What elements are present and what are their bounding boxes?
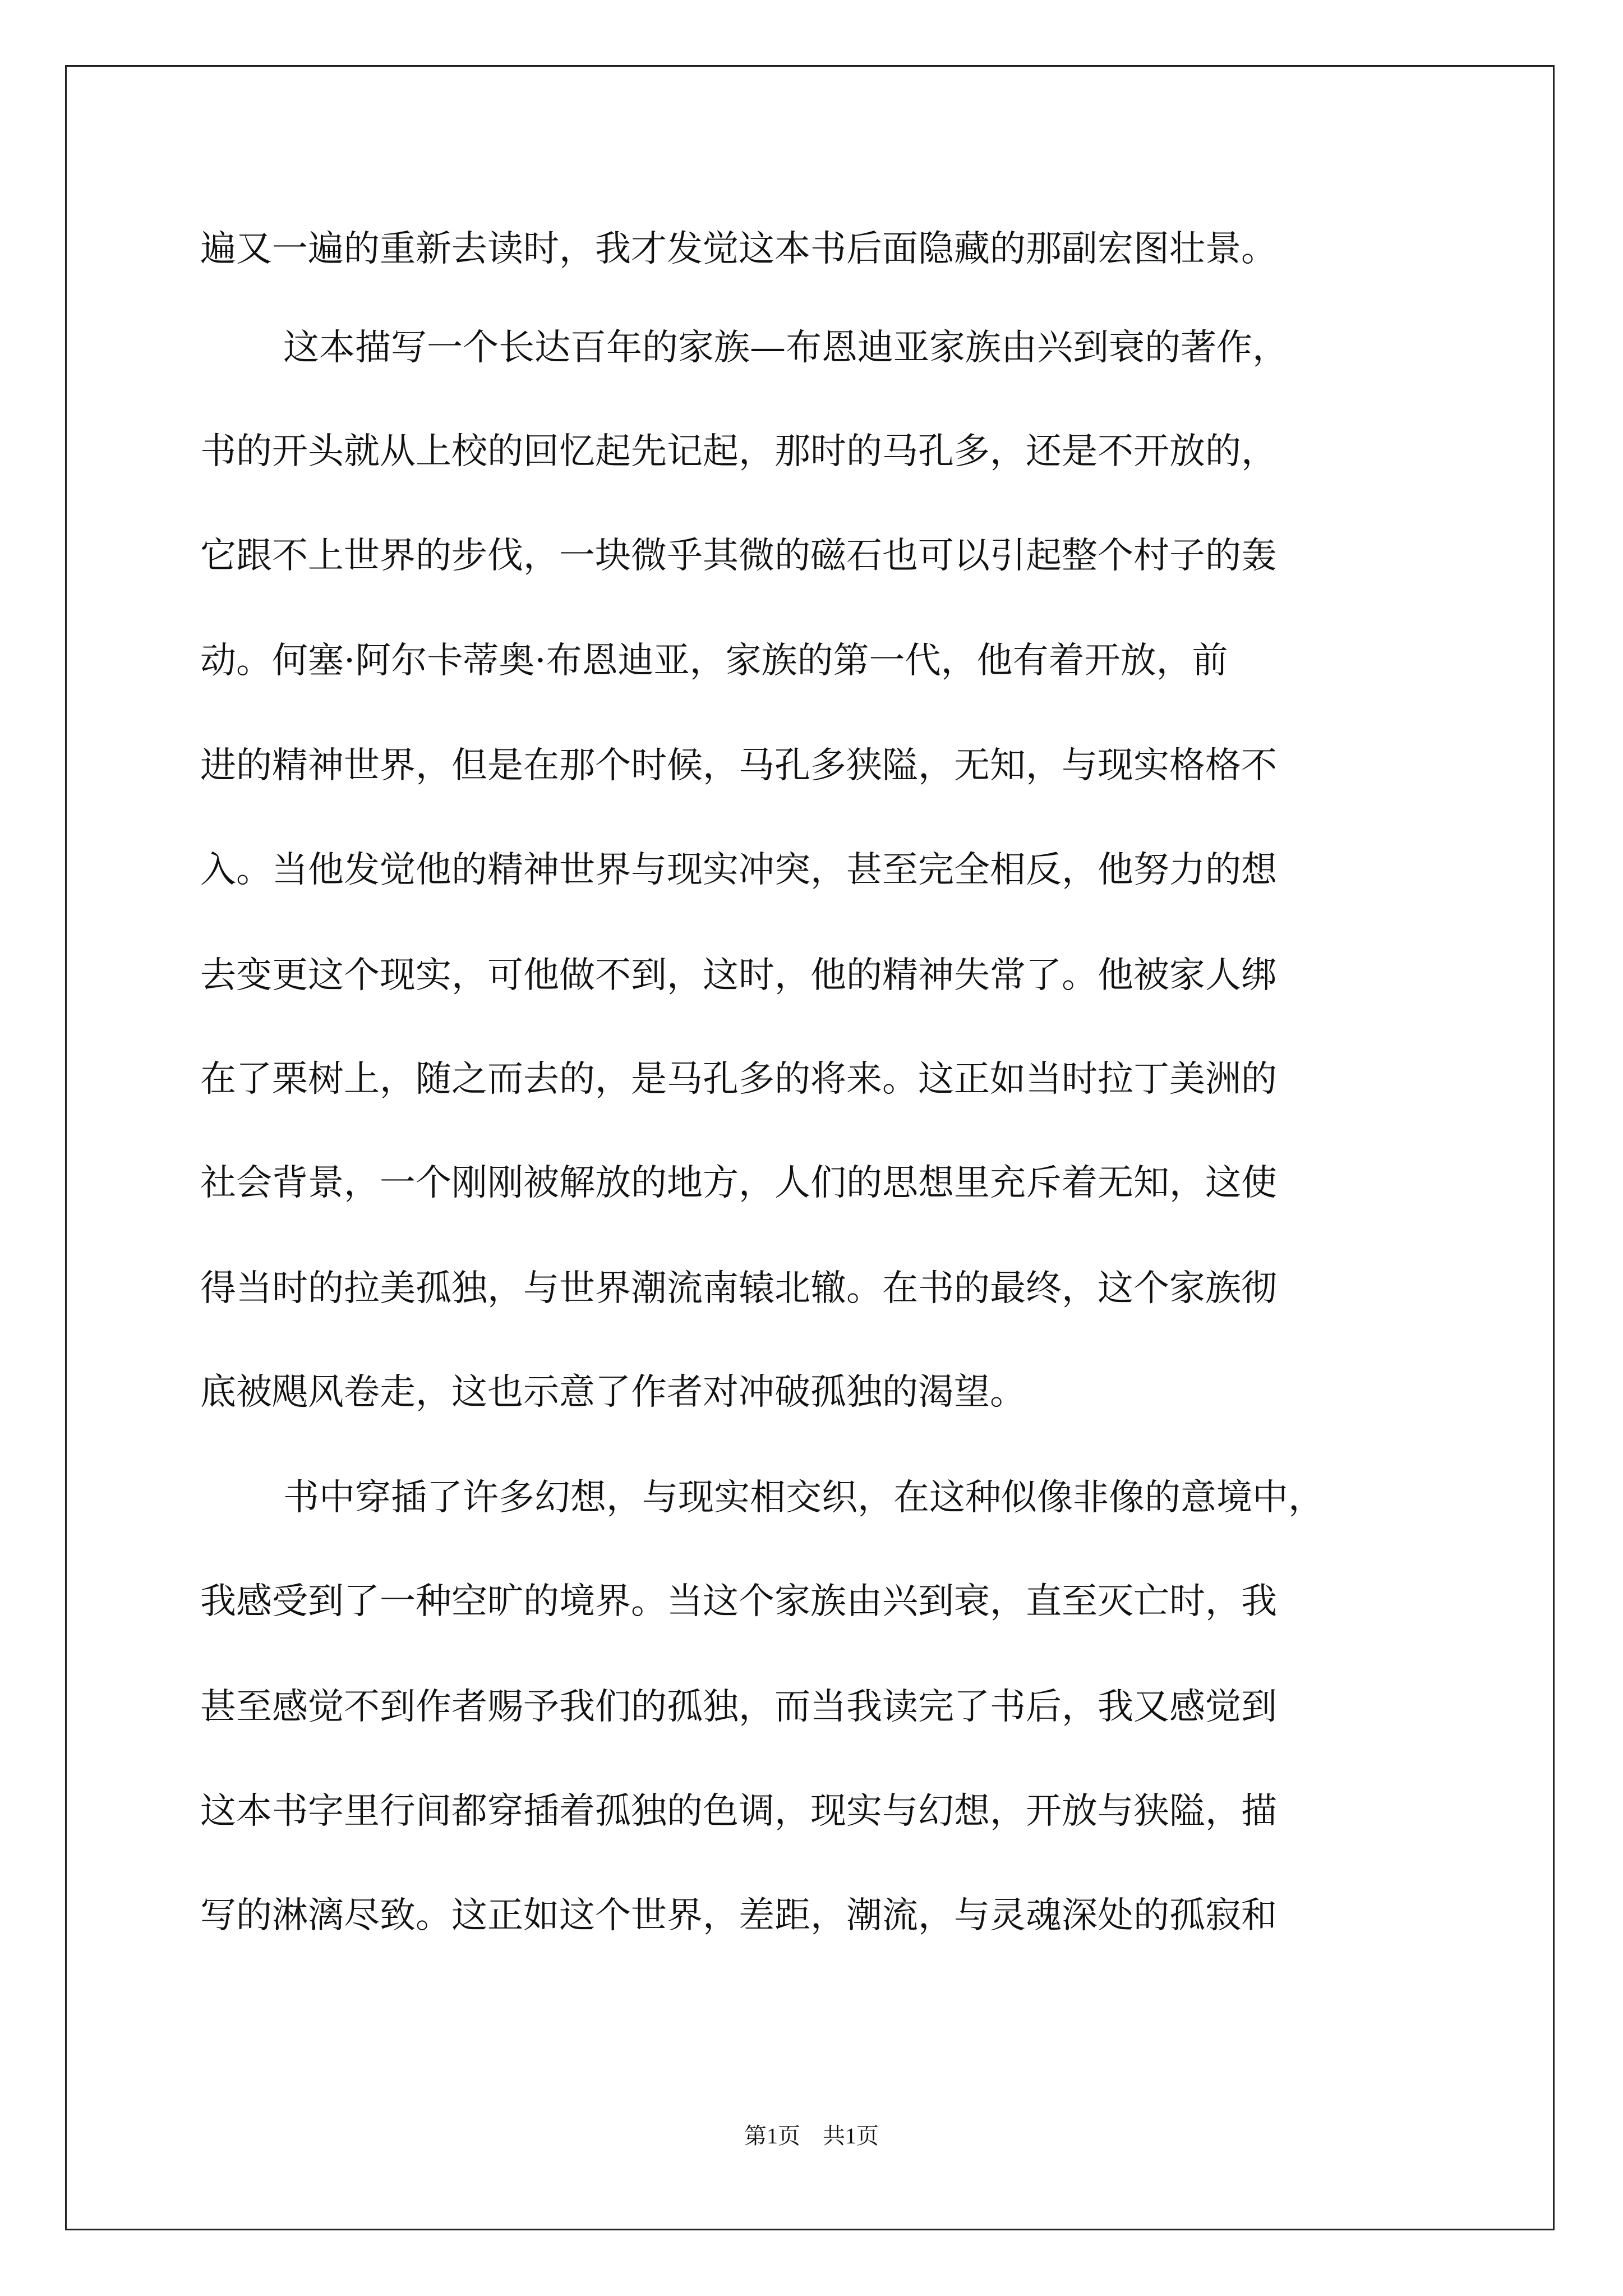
text-line-11: 得当时的拉美孤独，与世界潮流南辕北辙。在书的最终，这个家族彻 <box>200 1268 1277 1309</box>
text-line-16: 这本书字里行间都穿插着孤独的色调，现实与幻想，开放与狭隘，描 <box>200 1791 1277 1832</box>
text-line-17: 写的淋漓尽致。这正如这个世界，差距，潮流，与灵魂深处的孤寂和 <box>200 1895 1277 1936</box>
text-line-1: 遍又一遍的重新去读时，我才发觉这本书后面隐藏的那副宏图壮景。 <box>200 228 1277 270</box>
text-line-6: 进的精神世界，但是在那个时候，马孔多狭隘，无知，与现实格格不 <box>200 745 1277 786</box>
text-line-8: 去变更这个现实，可他做不到，这时，他的精神失常了。他被家人绑 <box>200 955 1277 996</box>
text-line-3: 书的开头就从上校的回忆起先记起，那时的马孔多，还是不开放的， <box>200 431 1277 472</box>
text-line-2: 这本描写一个长达百年的家族—布恩迪亚家族由兴到衰的著作， <box>283 327 1288 369</box>
text-line-5: 动。何塞·阿尔卡蒂奥·布恩迪亚，家族的第一代，他有着开放，前 <box>200 640 1228 682</box>
text-line-13: 书中穿插了许多幻想，与现实相交织，在这种似像非像的意境中， <box>283 1477 1324 1519</box>
text-line-12: 底被飓风卷走，这也示意了作者对冲破孤独的渴望。 <box>200 1372 1026 1413</box>
text-line-14: 我感受到了一种空旷的境界。当这个家族由兴到衰，直至灭亡时，我 <box>200 1581 1277 1622</box>
text-line-10: 社会背景，一个刚刚被解放的地方，人们的思想里充斥着无知，这使 <box>200 1162 1277 1204</box>
text-line-4: 它跟不上世界的步伐，一块微乎其微的磁石也可以引起整个村子的轰 <box>200 535 1277 577</box>
text-line-7: 入。当他发觉他的精神世界与现实冲突，甚至完全相反，他努力的想 <box>200 849 1277 891</box>
page-footer: 第1页 共1页 <box>744 2123 879 2148</box>
text-line-15: 甚至感觉不到作者赐予我们的孤独，而当我读完了书后，我又感觉到 <box>200 1686 1277 1728</box>
text-line-9: 在了栗树上，随之而去的，是马孔多的将来。这正如当时拉丁美洲的 <box>200 1059 1277 1100</box>
